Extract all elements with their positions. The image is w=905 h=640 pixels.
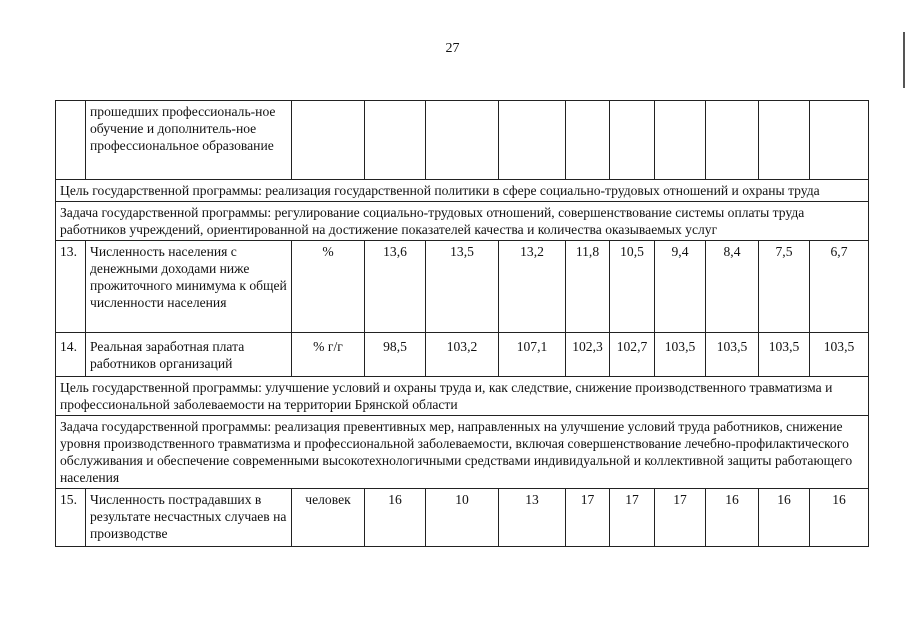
goal-row: [56, 180, 869, 202]
value-cell: 9,4: [655, 241, 706, 333]
value-cell: 102,3: [566, 333, 610, 377]
row-number: 13.: [56, 241, 86, 333]
value-cell: 102,7: [610, 333, 655, 377]
value-cell: 103,5: [759, 333, 810, 377]
value-cell: 16: [759, 489, 810, 547]
value-cell: 13: [499, 489, 566, 547]
goal-text: Цель государственной программы: реализация государственной политики в сфере социально-трудовых отношений и охраны труда: [56, 180, 869, 202]
goal-text: Цель государственной программы: улучшение условий и охраны труда и, как следствие, снижение производственного травматизма и профессиональной заболеваемости на территории Брянской области: [56, 377, 869, 416]
indicator-name: Численность населения с денежными доходами ниже прожиточного минимума к общей численности населения: [86, 241, 292, 333]
value-cell: [655, 101, 706, 180]
unit-cell: [292, 101, 365, 180]
value-cell: 16: [810, 489, 869, 547]
value-cell: [759, 101, 810, 180]
value-cell: 103,2: [426, 333, 499, 377]
value-cell: 98,5: [365, 333, 426, 377]
task-row: [56, 416, 869, 489]
value-cell: 13,5: [426, 241, 499, 333]
indicators-table: [55, 100, 869, 547]
value-cell: 17: [610, 489, 655, 547]
value-cell: 7,5: [759, 241, 810, 333]
value-cell: 8,4: [706, 241, 759, 333]
unit-cell: человек: [292, 489, 365, 547]
value-cell: 16: [365, 489, 426, 547]
table-row: [56, 241, 869, 333]
task-text: Задача государственной программы: регулирование социально-трудовых отношений, совершенствование системы оплаты труда работников учреждений, ориентированной на достижение показателей качества и количества оказываемых услуг: [56, 202, 869, 241]
indicator-name: Численность пострадавших в результате несчастных случаев на производстве: [86, 489, 292, 547]
indicator-name: прошедших профессиональ-ное обучение и дополнитель-ное профессиональное образование: [86, 101, 292, 180]
value-cell: 17: [566, 489, 610, 547]
value-cell: 13,6: [365, 241, 426, 333]
table-row: [56, 489, 869, 547]
value-cell: 16: [706, 489, 759, 547]
value-cell: 103,5: [706, 333, 759, 377]
value-cell: 103,5: [655, 333, 706, 377]
value-cell: 107,1: [499, 333, 566, 377]
value-cell: [610, 101, 655, 180]
value-cell: 10,5: [610, 241, 655, 333]
row-number: 15.: [56, 489, 86, 547]
indicator-name: Реальная заработная плата работников организаций: [86, 333, 292, 377]
value-cell: 6,7: [810, 241, 869, 333]
value-cell: 11,8: [566, 241, 610, 333]
value-cell: [810, 101, 869, 180]
table-row: [56, 101, 869, 180]
unit-cell: %: [292, 241, 365, 333]
value-cell: 10: [426, 489, 499, 547]
value-cell: 17: [655, 489, 706, 547]
row-number: [56, 101, 86, 180]
page-number: 27: [445, 41, 460, 56]
row-number: 14.: [56, 333, 86, 377]
table-row: [56, 333, 869, 377]
value-cell: 103,5: [810, 333, 869, 377]
unit-cell: % г/г: [292, 333, 365, 377]
value-cell: 13,2: [499, 241, 566, 333]
value-cell: [426, 101, 499, 180]
value-cell: [706, 101, 759, 180]
goal-row: [56, 377, 869, 416]
task-row: [56, 202, 869, 241]
task-text: Задача государственной программы: реализация превентивных мер, направленных на улучшение условий труда работников, снижение уровня производственного травматизма и профессиональной заболеваемости, включая совершенствование лечебно-профилактического обслуживания и обеспечение современными высокотехнологичными средствами индивидуальной и коллективной защиты работающего населения: [56, 416, 869, 489]
value-cell: [499, 101, 566, 180]
value-cell: [365, 101, 426, 180]
value-cell: [566, 101, 610, 180]
